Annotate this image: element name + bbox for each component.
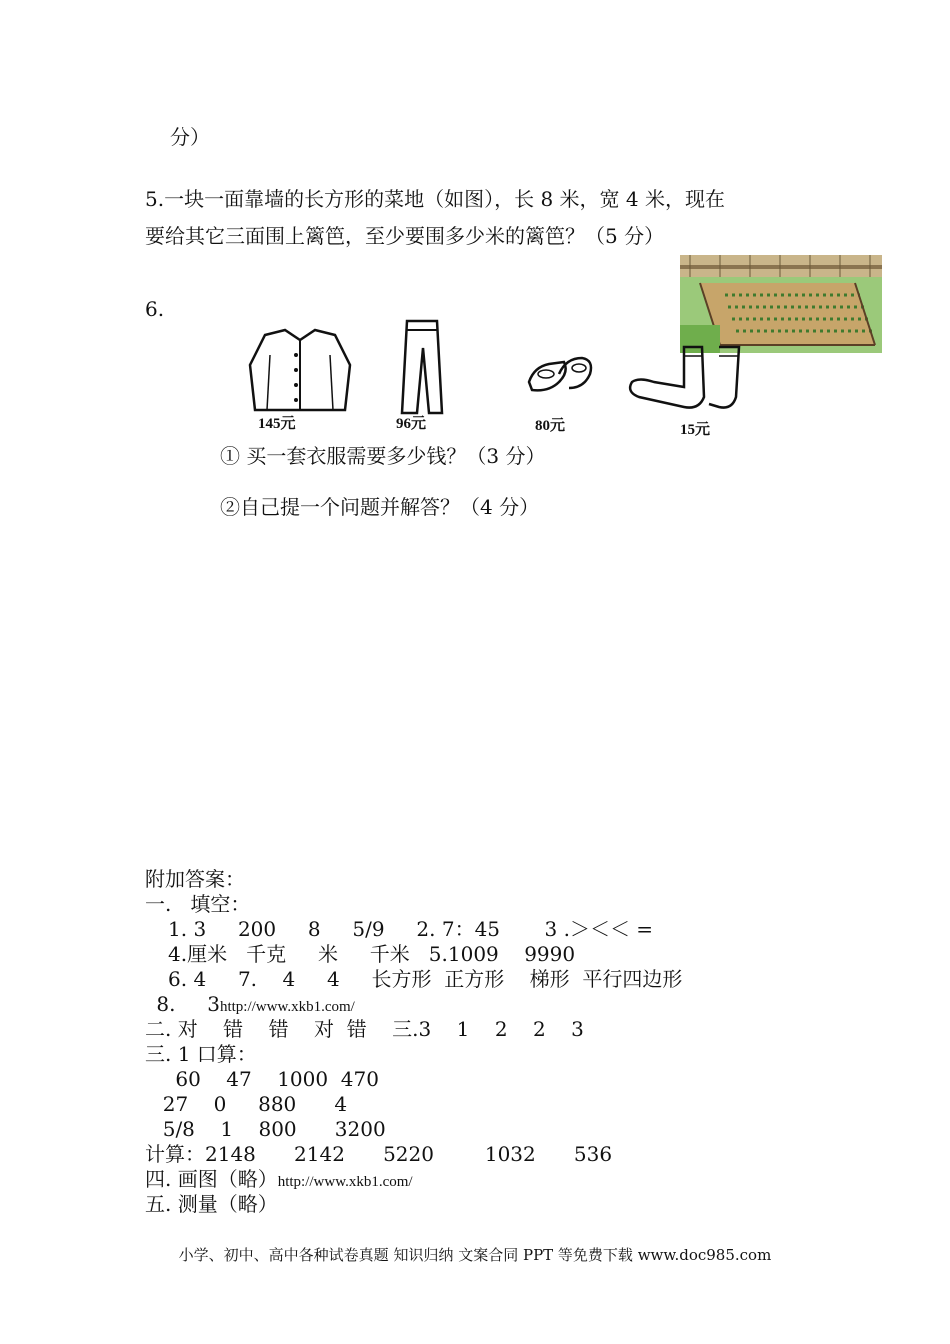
answers-line-1: 一. 填空： [145, 892, 251, 916]
answers-line-8: 60 47 1000 470 [150, 1067, 379, 1091]
pants-icon [397, 318, 447, 415]
question-6-sub-2: ②自己提一个问题并解答？（4 分） [220, 495, 540, 519]
answers-line-2: 1. 3 200 8 5/9 2. 7：45 3 .＞＜＜ = [168, 917, 654, 941]
answers-line-11: 计算：2148 2142 5220 1032 536 [145, 1142, 613, 1166]
watermark-link-2[interactable]: http://www.xkb1.com/ [277, 1174, 413, 1190]
jacket-icon [245, 325, 355, 415]
answers-line-12-text: 四. 画图（略） [145, 1167, 278, 1191]
vegetable-garden-image [680, 255, 882, 353]
watermark-link-1[interactable]: http://www.xkb1.com/ [219, 999, 355, 1015]
question-5-line-1: 5.一块一面靠墙的长方形的菜地（如图），长 8 米，宽 4 米，现在 [145, 187, 725, 211]
socks-icon [624, 342, 744, 412]
answers-title: 附加答案： [145, 867, 245, 891]
answers-line-4: 6. 4 7. 4 4 长方形 正方形 梯形 平行四边形 [168, 967, 683, 991]
question-5-line-2: 要给其它三面围上篱笆，至少要围多少米的篱笆？（5 分） [145, 224, 665, 248]
socks-price: 15元 [680, 422, 711, 438]
answers-line-13: 五. 测量（略） [145, 1192, 278, 1216]
continuation-text: 分） [170, 125, 210, 149]
footer-text: 小学、初中、高中各种试卷真题 知识归纳 文案合同 PPT 等免费下载 www.doc985.com [178, 1246, 772, 1264]
answers-line-7: 三. 1 口算： [145, 1042, 257, 1066]
shoes-price: 80元 [535, 418, 566, 434]
jacket-price: 145元 [258, 416, 296, 432]
answers-line-3: 4.厘米 千克 米 千米 5.1009 9990 [168, 942, 576, 966]
question-6-sub-1: ① 买一套衣服需要多少钱？（3 分） [220, 444, 546, 468]
answers-line-6: 二. 对 错 错 对 错 三.3 1 2 2 3 [145, 1017, 584, 1041]
answers-line-10: 5/8 1 800 3200 [150, 1117, 386, 1141]
answers-line-9: 27 0 880 4 [150, 1092, 348, 1116]
question-6-number: 6. [145, 297, 165, 321]
answers-line-5-text: 8. 3 [150, 992, 220, 1016]
shoes-icon [524, 352, 596, 397]
pants-price: 96元 [396, 416, 427, 432]
